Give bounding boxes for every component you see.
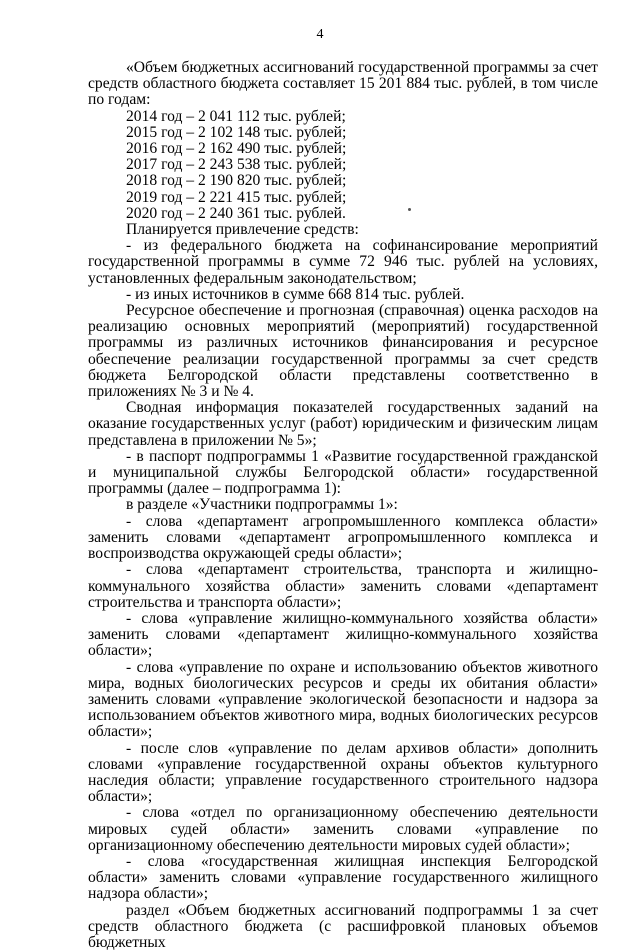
list-item-housing-department: - слова «управление жилищно-коммунального хозяйства области» заменить словами «департамент жилищно-коммунального хозяйства области»; bbox=[88, 609, 598, 660]
list-item-other-sources: - из иных источников в сумме 668 814 тыс. рублей. bbox=[126, 285, 465, 303]
year-line-2016: 2016 год – 2 162 490 тыс. рублей; bbox=[126, 140, 347, 158]
paragraph-participants-section: в разделе «Участники подпрограммы 1»: bbox=[126, 496, 398, 514]
list-item-housing-inspection: - слова «государственная жилищная инспекция Белгородской области» заменить словами «управление государственного жилищного надзора области»; bbox=[88, 852, 598, 903]
year-line-2017: 2017 год – 2 243 538 тыс. рублей; bbox=[126, 156, 347, 174]
year-line-2018: 2018 год – 2 190 820 тыс. рублей; bbox=[126, 172, 347, 190]
year-line-2014: 2014 год – 2 041 112 тыс. рублей; bbox=[126, 107, 346, 125]
list-item-wildlife-department: - слова «управление по охране и использованию объектов животного мира, водных биологических ресурсов и среды их обитания области» заменить словами «управление экологической безопасности и надзора за использованием объектов животного мира, водных биологических ресурсов области»; bbox=[88, 658, 598, 741]
paragraph-funding-intro: Планируется привлечение средств: bbox=[126, 221, 359, 239]
list-item-federal-budget: - из федерального бюджета на софинансирование мероприятий государственной программы в сумме 72 946 тыс. рублей на условиях, установленных федеральным законодательством; bbox=[88, 237, 598, 287]
paragraph-resource-provision: Ресурсное обеспечение и прогнозная (справочная) оценка расходов на реализацию основных мероприятий (мероприятий) государственной программы из различных источников финансирования и ресурсное обеспечение реализации государственной программы за счет средств бюджета Белгородской области представлены соответственно в приложениях № 3 и № 4. bbox=[88, 302, 598, 401]
year-line-2015: 2015 год – 2 102 148 тыс. рублей; bbox=[126, 123, 347, 141]
paragraph-budget-intro: «Объем бюджетных ассигнований государственной программы за счет средств областного бюджета составляет 15 201 884 тыс. рублей, в том числе по годам: bbox=[88, 59, 598, 109]
list-item-agro-department: - слова «департамент агропромышленного комплекса области» заменить словами «департамент агропромышленного комплекса и воспроизводства окружающей среды области»; bbox=[88, 512, 598, 563]
list-item-magistrates-department: - слова «отдел по организационному обеспечению деятельности мировых судей области» заменить словами «управление по организационному обеспечению деятельности мировых судей области»; bbox=[88, 804, 598, 854]
page-number: 4 bbox=[316, 27, 324, 42]
list-item-passport-subprogram: - в паспорт подпрограммы 1 «Развитие государственной гражданской и муниципальной службы Белгородской области» государственной программы (далее – подпрограмма 1): bbox=[88, 447, 598, 498]
paragraph-summary-info: Сводная информация показателей государственных заданий на оказание государственных услуг (работ) юридическим и физическим лицам представлена в приложении № 5»; bbox=[88, 399, 598, 449]
year-line-2019: 2019 год – 2 221 415 тыс. рублей; bbox=[126, 188, 347, 206]
scan-speck bbox=[408, 208, 411, 211]
list-item-construction-department: - слова «департамент строительства, транспорта и жилищно-коммунального хозяйства области» заменить словами «департамент строительства и транспорта области»; bbox=[88, 561, 598, 611]
paragraph-budget-section: раздел «Объем бюджетных ассигнований подпрограммы 1 за счет средств областного бюджета (с расшифровкой плановых объемов бюджетных bbox=[88, 901, 598, 951]
list-item-archives-department: - после слов «управление по делам архивов области» дополнить словами «управление государственной охраны объектов культурного наследия области; управление государственного строительного надзора области»; bbox=[88, 739, 598, 806]
document-body bbox=[88, 60, 598, 951]
year-line-2020: 2020 год – 2 240 361 тыс. рублей. bbox=[126, 204, 346, 222]
